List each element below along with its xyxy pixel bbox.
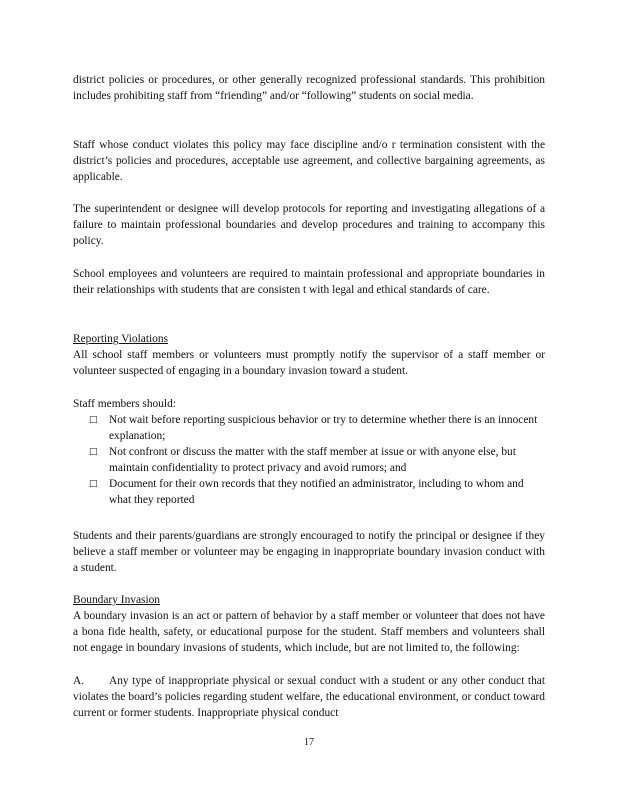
paragraph-boundaries-requirement: School employees and volunteers are required to maintain professional and appropriate boundaries in their relationships with students that are consisten t with legal and ethical standards of care. [73, 268, 545, 296]
list-item [73, 476, 545, 508]
heading-boundary-invasion: Boundary Invasion [73, 594, 160, 606]
paragraph-notify-supervisor: All school staff members or volunteers must promptly notify the supervisor of a staff member or volunteer suspected of engaging in a boundary invasion toward a student. [73, 349, 545, 377]
bullet-icon: □ [89, 447, 98, 457]
list-item [73, 444, 545, 476]
paragraph-staff-should: Staff members should: [73, 398, 176, 410]
list-item-text: Not wait before reporting suspicious behavior or try to determine whether there is an innocent explanation; [109, 414, 538, 442]
paragraph-item-a [73, 673, 545, 721]
bullet-icon: □ [89, 479, 98, 489]
paragraph-boundary-definition: A boundary invasion is an act or pattern of behavior by a staff member or volunteer that does not have a bona fide health, safety, or educational purpose for the student. Staff members and volunteers shall not engage in boundary invasions of students, which include, but are not limited to, the following: [73, 610, 545, 654]
paragraph-students-encouraged: Students and their parents/guardians are strongly encouraged to notify the principal or designee if they believe a staff member or volunteer may be engaging in inappropriate boundary invasion conduct with a student. [73, 530, 545, 574]
list-item [73, 412, 545, 444]
paragraph-professional-standards: district policies or procedures, or other generally recognized professional standards. This prohibition includes prohibiting staff from “friending” and/or “following” students on social media. [73, 74, 545, 102]
staff-should-list [73, 412, 545, 508]
list-item-text: Not confront or discuss the matter with the staff member at issue or with anyone else, but maintain confidentiality to protect privacy and avoid rumors; and [109, 446, 516, 474]
item-a-marker: A. [73, 675, 85, 687]
heading-reporting-violations: Reporting Violations [73, 333, 168, 345]
list-item-text: Document for their own records that they notified an administrator, including to whom and what they reported [109, 478, 524, 506]
bullet-icon: □ [89, 415, 98, 425]
paragraph-protocols: The superintendent or designee will develop protocols for reporting and investigating allegations of a failure to maintain professional boundaries and develop procedures and training to accompany this policy. [73, 203, 545, 247]
item-a-text: Any type of inappropriate physical or sexual conduct with a student or any other conduct that violates the board’s policies regarding student welfare, the educational environment, or conduct toward current or former students. Inappropriate physical conduct [73, 675, 545, 719]
paragraph-discipline: Staff whose conduct violates this policy may face discipline and/o r termination consistent with the district’s policies and procedures, acceptable use agreement, and collective bargaining agreements, as applicable. [73, 139, 545, 183]
page-number: 17 [304, 737, 314, 748]
